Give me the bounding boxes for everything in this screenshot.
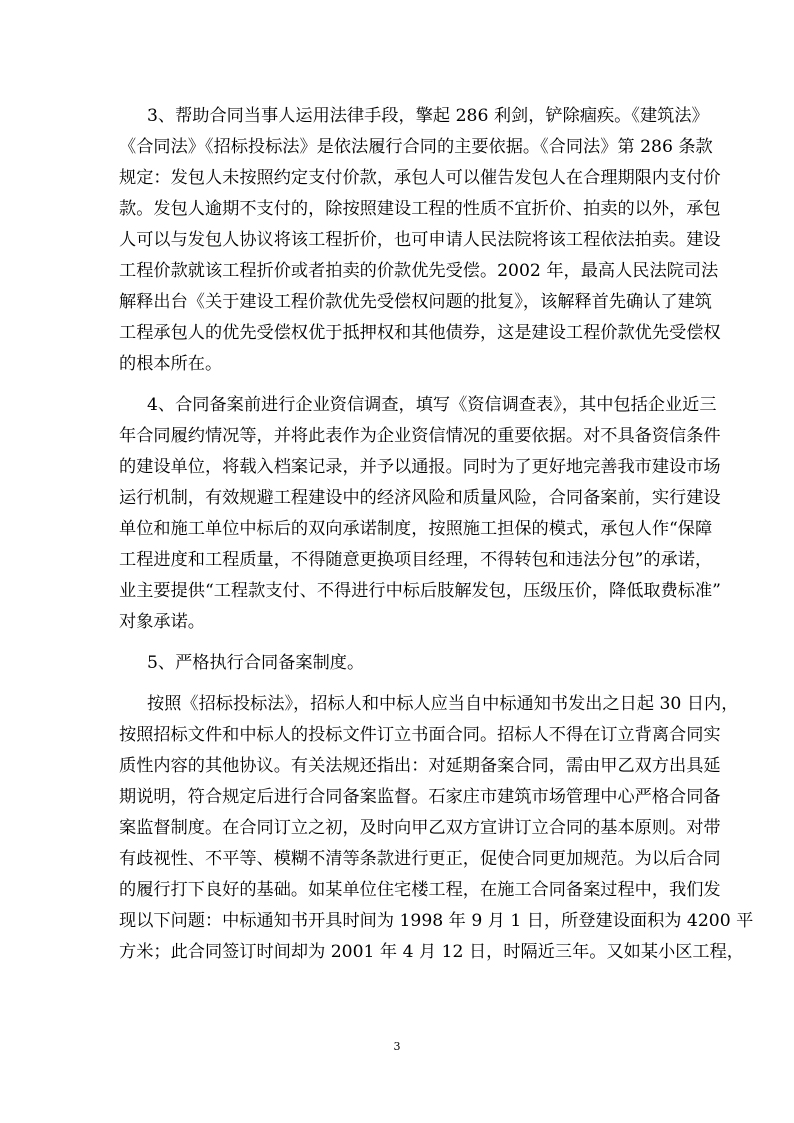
paragraph-6-line-6: 有歧视性、不平等、模糊不清等条款进行更正，促使合同更加规范。为以后合同 xyxy=(119,849,721,869)
paragraph-3-line-2: 《合同法》《招标投标法》是依法履行合同的主要依据。《合同法》第 286 条款 xyxy=(119,137,713,157)
paragraph-4-line-8: 对象承诺。 xyxy=(119,612,205,632)
paragraph-4-line-2: 年合同履约情况等，并将此表作为企业资信情况的重要依据。对不具备资信条件 xyxy=(119,426,721,446)
paragraph-4-line-4: 运行机制，有效规避工程建设中的经济风险和质量风险，合同备案前，实行建设 xyxy=(119,488,721,508)
paragraph-4-line-7: 业主要提供“工程款支付、不得进行中标后肢解发包，压级压价，降低取费标准” xyxy=(119,581,721,601)
paragraph-3-line-4: 款。发包人逾期不支付的，除按照建设工程的性质不宜折价、拍卖的以外，承包 xyxy=(119,199,721,219)
paragraph-4-line-3: 的建设单位，将载入档案记录，并予以通报。同时为了更好地完善我市建设市场 xyxy=(119,457,721,477)
paragraph-3-line-8: 工程承包人的优先受偿权优于抵押权和其他债券，这是建设工程价款优先受偿权 xyxy=(119,323,721,343)
paragraph-6-line-7: 的履行打下良好的基础。如某单位住宅楼工程，在施工合同备案过程中，我们发 xyxy=(119,880,721,900)
paragraph-3-line-9: 的根本所在。 xyxy=(119,354,223,374)
paragraph-3-line-1: 3、帮助合同当事人运用法律手段，擎起 286 利剑，铲除痼疾。《建筑法》 xyxy=(147,106,709,126)
paragraph-4-line-6: 工程进度和工程质量，不得随意更换项目经理，不得转包和违法分包”的承诺， xyxy=(119,550,713,570)
paragraph-3-line-5: 人可以与发包人协议将该工程折价，也可申请人民法院将该工程依法拍卖。建设 xyxy=(119,230,721,250)
paragraph-3-line-6: 工程价款就该工程折价或者拍卖的价款优先受偿。2002 年，最高人民法院司法 xyxy=(119,261,719,281)
paragraph-6-line-3: 质性内容的其他协议。有关法规还指出：对延期备案合同，需由甲乙双方出具延 xyxy=(119,756,721,776)
paragraph-4-line-1: 4、合同备案前进行企业资信调查，填写《资信调查表》，其中包括企业近三 xyxy=(147,395,717,415)
section-5-heading: 5、严格执行合同备案制度。 xyxy=(147,653,365,673)
paragraph-6-line-8: 现以下问题：中标通知书开具时间为 1998 年 9 月 1 日，所登建设面积为 4200 平 xyxy=(119,911,754,931)
paragraph-6-line-2: 按照招标文件和中标人的投标文件订立书面合同。招标人不得在订立背离合同实 xyxy=(119,725,721,745)
paragraph-6-line-5: 案监督制度。在合同订立之初，及时向甲乙双方宣讲订立合同的基本原则。对带 xyxy=(119,818,721,838)
paragraph-6-line-9: 方米；此合同签订时间却为 2001 年 4 月 12 日，时隔近三年。又如某小区工程， xyxy=(119,942,744,962)
paragraph-6-line-1: 按照《招标投标法》，招标人和中标人应当自中标通知书发出之日起 30 日内， xyxy=(147,694,739,714)
paragraph-3-line-7: 解释出台《关于建设工程价款优先受偿权问题的批复》，该解释首先确认了建筑 xyxy=(119,292,712,312)
paragraph-6-line-4: 期说明，符合规定后进行合同备案监督。石家庄市建筑市场管理中心严格合同备 xyxy=(119,787,721,807)
paragraph-4-line-5: 单位和施工单位中标后的双向承诺制度，按照施工担保的模式，承包人作“保障 xyxy=(119,519,713,539)
paragraph-3-line-3: 规定：发包人未按照约定支付价款，承包人可以催告发包人在合理期限内支付价 xyxy=(119,168,721,188)
page-number: 3 xyxy=(393,1040,401,1053)
